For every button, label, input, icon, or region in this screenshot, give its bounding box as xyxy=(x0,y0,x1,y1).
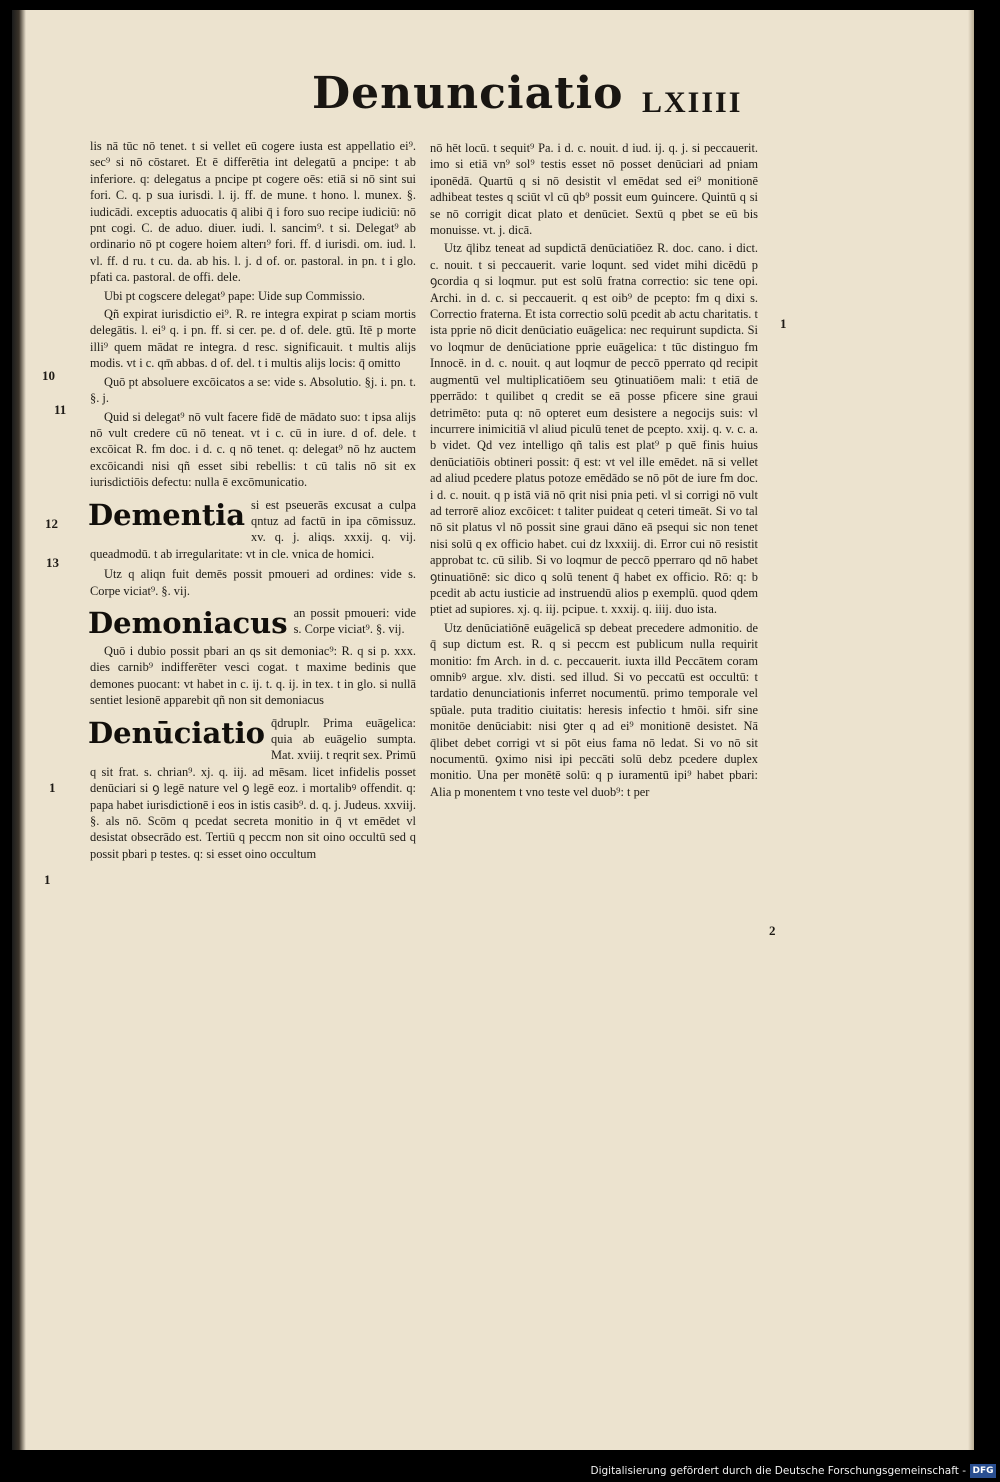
entry-dementia xyxy=(90,497,416,563)
right-column xyxy=(430,140,758,802)
scan-page-edge xyxy=(968,10,974,1450)
margin-number-12: 12 xyxy=(45,516,58,531)
running-title: Denunciatio xyxy=(312,68,624,119)
entry-denunciatio-text: q̄druplr. Prima euāgelica: quia ab euāgelio sumpta. Mat. xviij. t reqrit sex. Primū q sit frat. s. chrian⁹. xj. q. iij. ad mēsam. licet infidelis posset denūciari si ꝯ legē nature vel ꝯ legē eoz. i mortalibꝰ offendit. q: papa habet iurisdictionē i eos in istis casib⁹. d. q. j. Judeus. xxviij. §. als nō. Scōm q pcedat secreta monitio in q̄ vt emēdet vl desistat obsecrādo est. Tertiū q peccm non sit oino occultū sed q possit pbari p testes. q: si esset oino occultum xyxy=(90,715,416,861)
paragraph-continued: lis nā tūc nō tenet. t si vellet eū cogere iusta est appellatio ei⁹. sec⁹ si nō cōstaret. Et ē differētia int delegatū a pncipe: t ab inferiore. q: delegatus a pncipe pt cogere oēs: etiā si nō sint sui fori. C. q. p sua iurisdi. l. ij. ff. de mune. t hono. l. munex. §. iudicādi. exceptis aduocatis q̄ alibi q̄ i foro suo recipe iudiciū: nō pnt cogi. C. de aduo. diuer. iudi. l. sancim⁹. t si. Delegat⁹ ab ordinario nō pt cogere hoiem alterı⁹ fori. ff. d iurisdi. om. iud. l. vl. ff. d ru. t cu. da. ab his. l. j. d of. or. pastoral. in pn. t i glo. pfati ca. pastoral. de offi. dele. xyxy=(90,139,416,285)
margin-number-13: 13 xyxy=(46,555,59,570)
margin-number-right-2: 2 xyxy=(769,923,776,938)
entry-denunciatio xyxy=(90,715,416,863)
entry-demoniacus-text: an possit pmoueri: vide s. Corpe viciat⁹. §. vij. xyxy=(293,605,416,637)
footer-bar xyxy=(0,1462,1000,1482)
folio-number: LXIIII xyxy=(642,86,743,119)
paragraph-right-1: Utz q̄libz teneat ad supdictā denūciatiōez R. doc. cano. i dict. c. nouit. t si peccauerit. varie loqunt. sed videt mihi dicēdū p ꝯcordia q si loqmur. put est solū fratna correctio: sic tene opi. Archi. in d. c. si peccauerit. q est oib⁹ de pcepto: fm q dixi s. Correctio fraterna. Et ista correctio solū pcedit ab actu charitatis. t ista pprie nō dicit denūciatio euāgelica: nec requirunt supdicta. Si vo loqmur de denūciatione pprie euāgelica: t tūc distinguo fm Innocē. in d. c. nouit. q aut loqmur de peccō pperrato qd recipit augmentū vel multiplicatiōem seu ꝯtinuatiōem mali: t etiā de pperrādo: t quilibet q credit se eā posse pficere sine graui detrimēto: puta q: nō opteret eum desistere a negocijs suis: vl incurrere inimicitiā vl aliud piculū tenet de pcepto. xxij. q. v. c. a. b videt. Qd vez intelligo qñ talis est plat⁹ p quē finis huius denūciatiōis obtineri possit: q̄ est: vt vel ille emēdet. nā si vellet ad aliud pcedere platus potoze emēdādo se nō pōt de iure fm doc. i d. c. nouit. q p istā viā nō qrit nisi pnia peti. vl si corrigi nō vult ad terrorē alioz excōicet: t taliter puideat q ceteri timeāt. Si vo tal nō sit platus vl nō possit sine graui dāno eā psequi sic non tenet nisi solū q ex officio habet. cui dz lxxxiij. di. Error cui nō resistit approbat tc. cū silib. Si vo loqmur de peccō pperraro qd nō habet ꝯtinuatiōnē: sic dico q solū tenent q̄ habet ex officio. Rō: q: b pcedit ab actu iusticie ad instruendū alios p exemplū. quod qdem ptiet ad supiores. xj. q. iij. pcipue. t. xxxij. q. iiij. duo ista. xyxy=(430,241,758,617)
margin-number-right-1: 1 xyxy=(780,316,787,331)
dfg-logo-icon: DFG xyxy=(970,1464,996,1478)
margin-number-11: 11 xyxy=(54,402,67,417)
paragraph-dementia-1: Utz q aliqn fuit demēs possit pmoueri ad ordines: vide s. Corpe viciat⁹. §. vij. xyxy=(90,567,416,598)
margin-number-demoniacus-1: 1 xyxy=(44,872,51,887)
lemma-dementia: Dementia xyxy=(88,497,246,532)
paragraph-12: Quō pt absoluere excōicatos a se: vide s. Absolutio. §j. i. pn. t. §. j. xyxy=(90,374,416,406)
lemma-denunciatio: Denūciatio xyxy=(88,715,265,750)
paragraph-11: Qñ expirat iurisdictio ei⁹. R. re integra expirat p sciam mortis delegātis. l. ei⁹ q. i pn. ff. si cer. pe. d of. dele. gtū. Itē p morte illi⁹ quem mādat re integra. d resc. significauit. t multis alijs modis. vt i c. qm̄ abbas. d of. del. t i multis alijs locis: q̄ omitto xyxy=(90,307,416,371)
paragraph-right-2: Utz denūciatiōnē euāgelicā sp debeat precedere admonitio. de q̄ sup dictum est. R. q si peccm est publicum nulla requirit monitio: fm Arch. in d. c. peccauerit. iuxta illd Peccātem coram omnibꝰ argue. xlv. disti. sed illud. Si vo peccatū est occultū: t tardatio denunciationis inferret nocumentū. primo temporale vel spūale. puta traditio ciuitatis: heresis infectio t hmōi. sifr sine monitōe denūciabit: nisi ꝯter q ad ei⁹ monitionē desistet. Nā q̄libet debet corrigi vt si pōt eius fama nō ledat. Si vo nō sit nocumentū. ꝯximo nisi ipi peccāti solū debz pcedere duplex monitio. Una per monētē solū: q p iuramentū ipi⁹ habet pbari: Alia p monentem t vno teste vel duob⁹: t per xyxy=(430,620,758,799)
margin-number-10: 10 xyxy=(42,368,55,383)
entry-demoniacus xyxy=(90,605,416,639)
footer-credit: Digitalisierung gefördert durch die Deutsche Forschungsgemeinschaft - xyxy=(590,1465,966,1477)
lemma-demoniacus: Demoniacus xyxy=(88,605,288,640)
entry-dementia-text: si est pseuerās excusat a culpa qntuz ad factū in ipa cōmissuz. xv. q. j. aliqs. xxxij. q. vij. queadmodū. t ab irregularitate: vt in cle. vnica de homici. xyxy=(90,497,416,561)
paragraph-right-continued: nō hēt locū. t sequit⁹ Pa. i d. c. nouit. d iud. ij. q. j. si peccauerit. imo si etiā vn⁹ sol⁹ testis esset nō posset denūciari ad pniam iponēdā. Quartū q si nō desistit vl emēdat sed ei⁹ monitionē adhibeat testes q sciūt vl cū qb⁹ possit eum ꝯuincere. Quintū q si se nō corrigit dicat plato et denūciet. Sextū q pbet se eū bis monuisse. vt. j. dicā. xyxy=(430,141,758,238)
paragraph-demoniacus-1: Quō i dubio possit pbari an qs sit demoniac⁹: R. q si p. xxx. dies carnib⁹ indifferēter vesci cogat. t maxime bedinis que demones puocant: vt habet in c. ij. t. q. ij. in tex. t in glo. si nullā sentiet lesionē apparebit qñ non sit demoniacus xyxy=(90,643,416,708)
left-column xyxy=(90,138,416,866)
book-page xyxy=(12,10,974,1450)
paragraph-10: Ubi pt cogscere delegat⁹ pape: Uide sup Commissio. xyxy=(104,288,366,303)
paragraph-13: Quid si delegat⁹ nō vult facere fidē de mādato suo: t ipsa alijs nō vult credere cū nō teneat. vt i c. cū in iure. d of. dele. t excōicat R. fm doc. i d. c. q nō tenet. q: delegat⁹ nō hz auctem excōicandi nisi qñ esset sibi rebellis: t cū talis nō sit ex iurisdictiōis defectu: nulla ē excōmunicatio. xyxy=(90,409,416,490)
margin-number-dementia-1: 1 xyxy=(49,780,56,795)
scan-gutter-edge xyxy=(12,10,26,1450)
